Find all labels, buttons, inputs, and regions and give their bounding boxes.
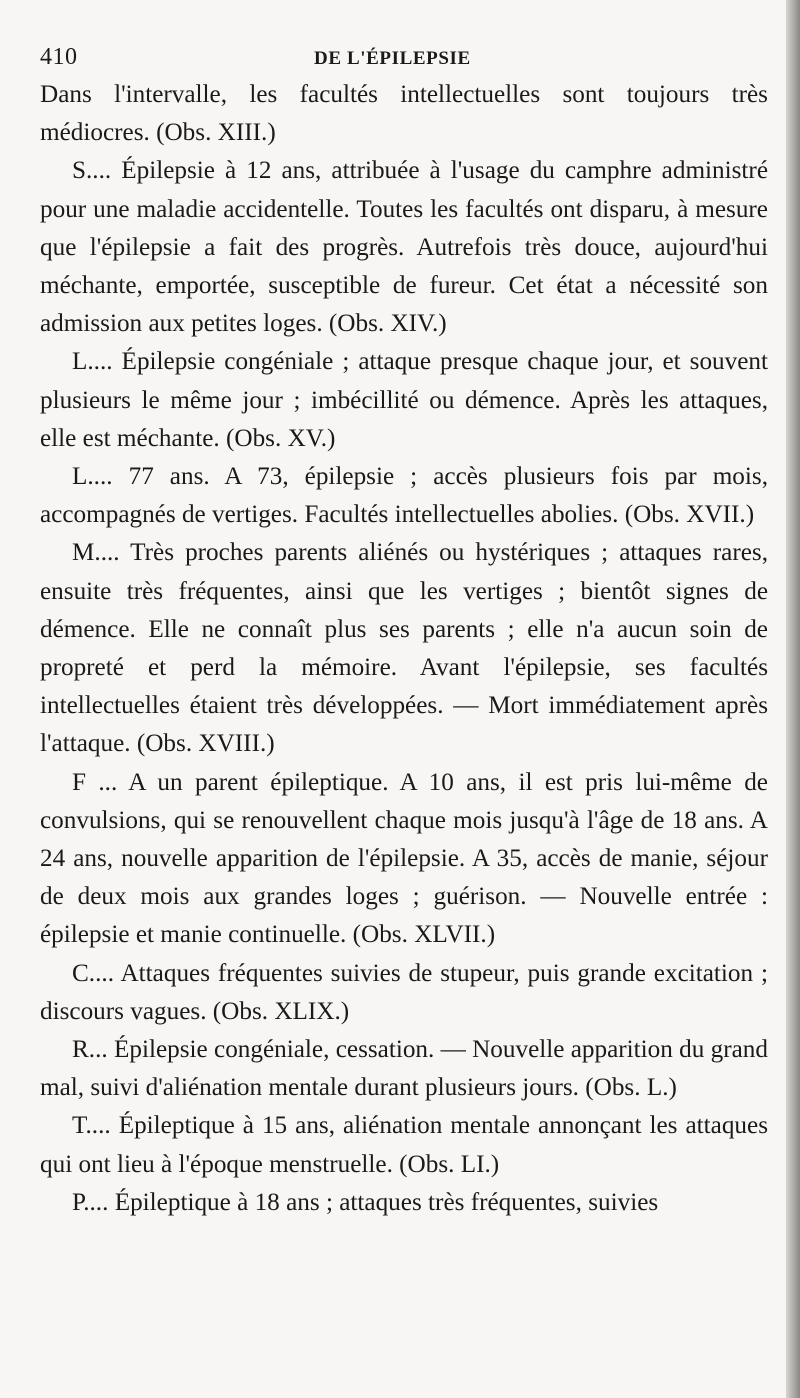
paragraph: M.... Très proches parents aliénés ou hystériques ; attaques rares, ensuite très fréquentes, ainsi que les vertiges ; bientôt signes de démence. Elle ne connaît plus ses parents ; elle n'a aucun soin de propreté et perd la mémoire. Avant l'épilepsie, ses facultés intellectuelles étaient très développées. — Mort immédiatement après l'attaque. (Obs. XVIII.) [40, 539, 768, 758]
page-header [40, 40, 770, 76]
paragraph: T.... Épileptique à 15 ans, aliénation mentale annonçant les attaques qui ont lieu à l'époque menstruelle. (Obs. LI.) [40, 1112, 768, 1178]
paragraph: L.... Épilepsie congéniale ; attaque presque chaque jour, et souvent plusieurs le même jour ; imbécillité ou démence. Après les attaques, elle est méchante. (Obs. XV.) [40, 348, 768, 452]
paragraph: F ... A un parent épileptique. A 10 ans, il est pris lui-même de convulsions, qui se renouvellent chaque mois jusqu'à l'âge de 18 ans. A 24 ans, nouvelle apparition de l'épilepsie. A 35, accès de manie, séjour de deux mois aux grandes loges ; guérison. — Nouvelle entrée : épilepsie et manie continuelle. (Obs. XLVII.) [40, 768, 768, 949]
paragraph: Dans l'intervalle, les facultés intellectuelles sont toujours très médiocres. (Obs. XIII.) [40, 81, 768, 147]
body-text [40, 76, 768, 1222]
page-number: 410 [40, 44, 78, 70]
paragraph: L.... 77 ans. A 73, épilepsie ; accès plusieurs fois par mois, accompagnés de vertiges. Facultés intellectuelles abolies. (Obs. XVII.) [40, 463, 768, 529]
paragraph: R... Épilepsie congéniale, cessation. — Nouvelle apparition du grand mal, suivi d'aliénation mentale durant plusieurs jours. (Obs. L.) [40, 1036, 768, 1102]
paragraph: S.... Épilepsie à 12 ans, attribuée à l'usage du camphre administré pour une maladie accidentelle. Toutes les facultés ont disparu, à mesure que l'épilepsie a fait des progrès. Autrefois très douce, aujourd'hui méchante, emportée, susceptible de fureur. Cet état a nécessité son admission aux petites loges. (Obs. XIV.) [40, 157, 768, 338]
paragraph: P.... Épileptique à 18 ans ; attaques très fréquentes, suivies [72, 1188, 659, 1216]
page-edge-shadow [786, 0, 800, 1398]
running-title: DE L'ÉPILEPSIE [314, 48, 471, 69]
paragraph: C.... Attaques fréquentes suivies de stupeur, puis grande excitation ; discours vagues. (Obs. XLIX.) [40, 959, 768, 1025]
